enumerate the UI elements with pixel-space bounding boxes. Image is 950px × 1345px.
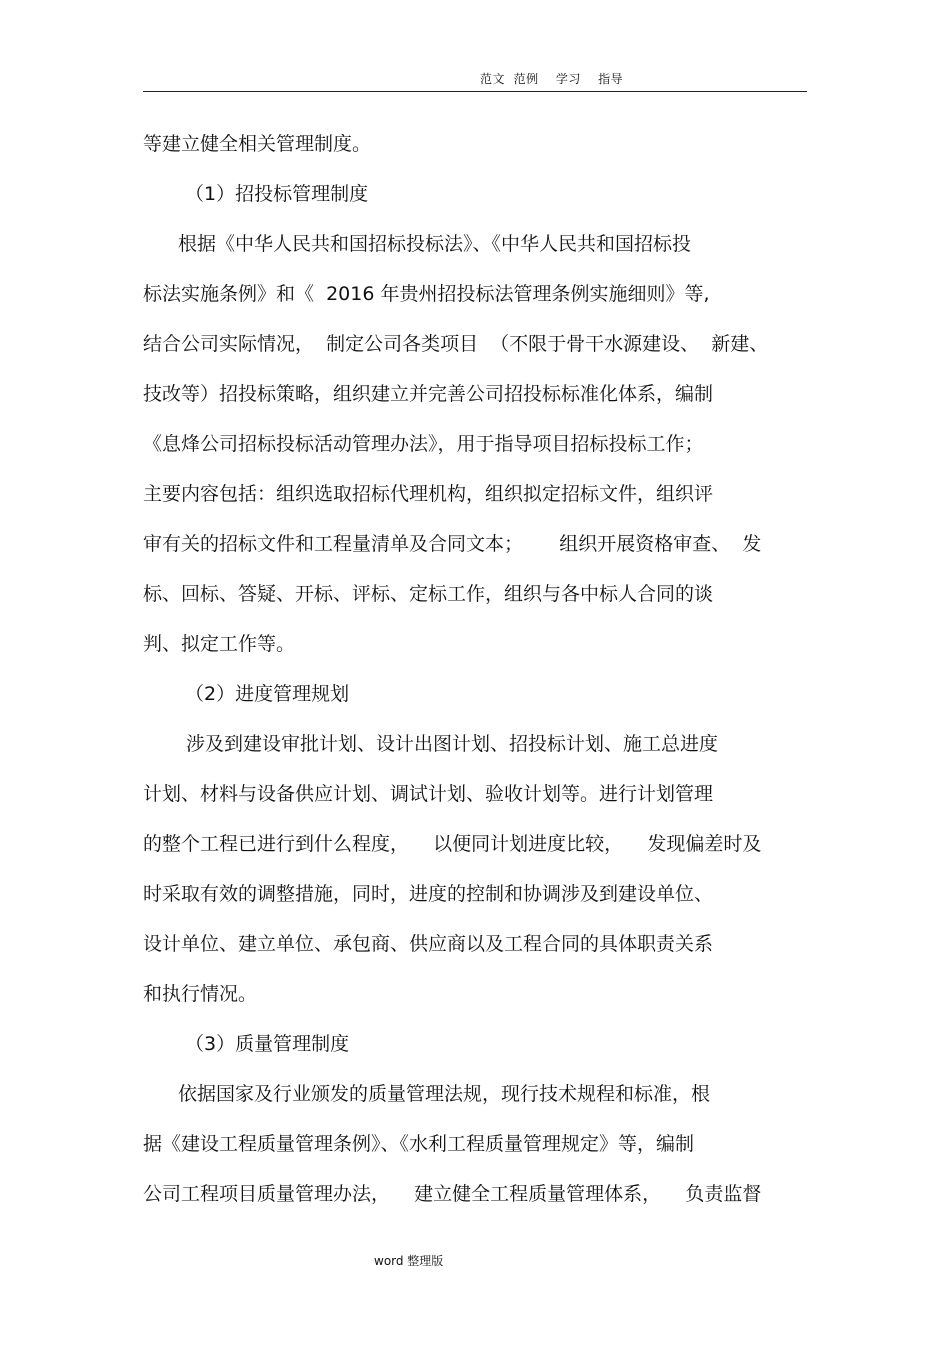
section-heading: （1）招投标管理制度: [185, 183, 369, 205]
text-line: 据《建设工程质量管理条例》、《水利工程质量管理规定》等，编制: [143, 1133, 695, 1155]
text-line: 和执行情况。: [143, 983, 258, 1005]
text-line: 的整个工程已进行到什么程度， 以便同计划进度比较， 发现偏差时及: [143, 833, 762, 855]
text-line: 公司工程项目质量管理办法， 建立健全工程质量管理体系， 负责监督: [143, 1183, 762, 1205]
text-line: 《息烽公司招标投标活动管理办法》，用于指导项目招标投标工作；: [143, 433, 704, 455]
header-divider: [143, 91, 807, 92]
text-line: 依据国家及行业颁发的质量管理法规，现行技术规程和标准，根: [178, 1083, 711, 1105]
section-heading: （3）质量管理制度: [185, 1033, 350, 1055]
text-line: 结合公司实际情况， 制定公司各类项目 （不限于骨干水源建设、 新建、: [143, 333, 769, 355]
page-footer: word 整理版: [374, 1254, 444, 1268]
text-line: 涉及到建设审批计划、设计出图计划、招投标计划、施工总进度: [186, 733, 719, 755]
text-line: 主要内容包括：组织选取招标代理机构，组织拟定招标文件，组织评: [143, 483, 714, 505]
header-label: 范文 范例 学习 指导: [480, 72, 624, 86]
text-line: 技改等）招投标策略，组织建立并完善公司招投标标准化体系，编制: [143, 383, 714, 405]
text-line: 时采取有效的调整措施，同时，进度的控制和协调涉及到建设单位、: [143, 883, 714, 905]
text-line: 等建立健全相关管理制度。: [143, 133, 372, 155]
text-line: 设计单位、建立单位、承包商、供应商以及工程合同的具体职责关系: [143, 933, 714, 955]
text-line: 计划、材料与设备供应计划、调试计划、验收计划等。进行计划管理: [143, 783, 714, 805]
text-line: 标法实施条例》和《 2016 年贵州招投标法管理条例实施细则》等,: [143, 283, 710, 305]
text-line: 审有关的招标文件和工程量清单及合同文本； 组织开展资格审查、 发: [143, 533, 762, 555]
text-line: 标、回标、答疑、开标、评标、定标工作，组织与各中标人合同的谈: [143, 583, 714, 605]
text-line: 判、拟定工作等。: [143, 633, 296, 655]
section-heading: （2）进度管理规划: [185, 683, 350, 705]
text-line: 根据《中华人民共和国招标投标法》、《中华人民共和国招标投: [178, 233, 692, 255]
